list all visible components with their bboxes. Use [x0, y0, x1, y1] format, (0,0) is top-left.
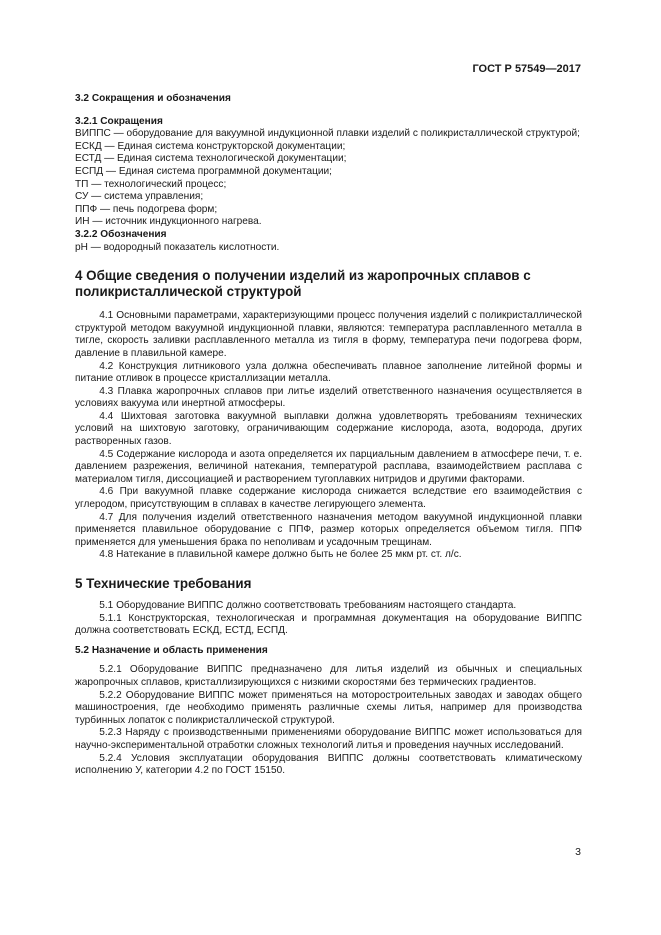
- abbr-item: ЕСКД — Единая система конструкторской документации;: [75, 140, 346, 152]
- abbr-item: ИН — источник индукционного нагрева.: [75, 216, 262, 228]
- paragraph-5-2-3: 5.2.3 Наряду с производственными применениями оборудование ВИППС может использоваться для научно-экспериментальной отработки сложных технологий литья и проведения научных исследований.: [75, 727, 582, 751]
- paragraph-4-6: 4.6 При вакуумной плавке содержание кислорода снижается вследствие его взаимодействия с углеродом, присутствующим в сплавах в качестве легирующего элемента.: [75, 486, 582, 511]
- abbr-item: ЕСТД — Единая система технологической документации;: [75, 153, 347, 165]
- section-5-2-title: 5.2 Назначение и область применения: [75, 644, 268, 656]
- abbr-item: ВИППС — оборудование для вакуумной индукционной плавки изделий с поликристаллической структурой;: [75, 128, 580, 140]
- abbr-item: ТП — технологический процесс;: [75, 178, 227, 190]
- page-content: [75, 93, 582, 778]
- abbr-item: ЕСПД — Единая система программной документации;: [75, 165, 332, 177]
- abbr-item: ППФ — печь подогрева форм;: [75, 203, 218, 215]
- document-header: ГОСТ Р 57549—2017: [472, 63, 581, 75]
- section-3-2-2-title: 3.2.2 Обозначения: [75, 228, 167, 240]
- section-3-2-title: 3.2 Сокращения и обозначения: [75, 93, 231, 104]
- paragraph-4-7: 4.7 Для получения изделий ответственного назначения методом вакуумной индукционной плавки применяется плавильное оборудование с ППФ, размер которых определяется объемом тигля. ППФ применяется для уменьшения брака по неполивам и усадочным трещинам.: [75, 511, 582, 548]
- page-number: 3: [575, 846, 581, 858]
- abbr-item: СУ — система управления;: [75, 191, 204, 203]
- paragraph-4-4: 4.4 Шихтовая заготовка вакуумной выплавки должна удовлетворять требованиям технических условий на шихтовую заготовку, ограничивающим содержание кислорода, азота, водорода, других растворенных газов.: [75, 410, 582, 448]
- paragraph-5-1-1: 5.1.1 Конструкторская, технологическая и программная документация на оборудование ВИППС должна соответствовать ЕСКД, ЕСТД, ЕСПД.: [75, 612, 582, 637]
- paragraph-5-2-1: 5.2.1 Оборудование ВИППС предназначено для литья изделий из обычных и специальных жаропрочных сплавов, кристаллизирующихся с низкими скоростями без термических градиентов.: [75, 664, 582, 688]
- section-5-title: 5 Технические требования: [75, 576, 252, 591]
- paragraph-4-3: 4.3 Плавка жаропрочных сплавов при литье изделий ответственного назначения осуществляется в условиях вакуума или инертной атмосферы.: [75, 385, 582, 410]
- section-4-title: 4 Общие сведения о получении изделий из жаропрочных сплавов с поликристаллической структурой: [75, 268, 531, 300]
- section-3-2-1-title: 3.2.1 Сокращения: [75, 115, 163, 127]
- paragraph-5-2-2: 5.2.2 Оборудование ВИППС может применяться на моторостроительных заводах и заводах общего машиностроения, где необходимо применять различные схемы литья, например для производства турбинных лопаток с поликристаллической структурой.: [75, 689, 582, 726]
- designation-item: pH — водородный показатель кислотности.: [75, 241, 280, 253]
- paragraph-5-2-4: 5.2.4 Условия эксплуатации оборудования ВИППС должны соответствовать климатическому исполнению У, категории 4.2 по ГОСТ 15150.: [75, 752, 582, 777]
- paragraph-4-2: 4.2 Конструкция литникового узла должна обеспечивать плавное заполнение литейной формы и питание отливок в процессе кристаллизации металла.: [75, 360, 582, 385]
- paragraph-4-8: 4.8 Натекание в плавильной камере должно быть не более 25 мкм рт. ст. л/с.: [99, 549, 462, 561]
- paragraph-5-1: 5.1 Оборудование ВИППС должно соответствовать требованиям настоящего стандарта.: [99, 600, 517, 611]
- paragraph-4-1: 4.1 Основными параметрами, характеризующими процесс получения изделий с поликристаллической структурой методом вакуумной индукционной плавки, являются: температура расплавленного металла в тигле, скорость заливки расплавленного металла из тигля в форму, температура печи подогрева форм, давление в плавильной камере.: [75, 310, 582, 359]
- paragraph-4-5: 4.5 Содержание кислорода и азота определяется их парциальным давлением в атмосфере печи, т. е. давлением разрежения, величиной натекания, температурой расплава, взаимодействием расплава с материалом тигля, диссоциацией и растворением тугоплавких нитридов и другими факторами.: [75, 448, 582, 485]
